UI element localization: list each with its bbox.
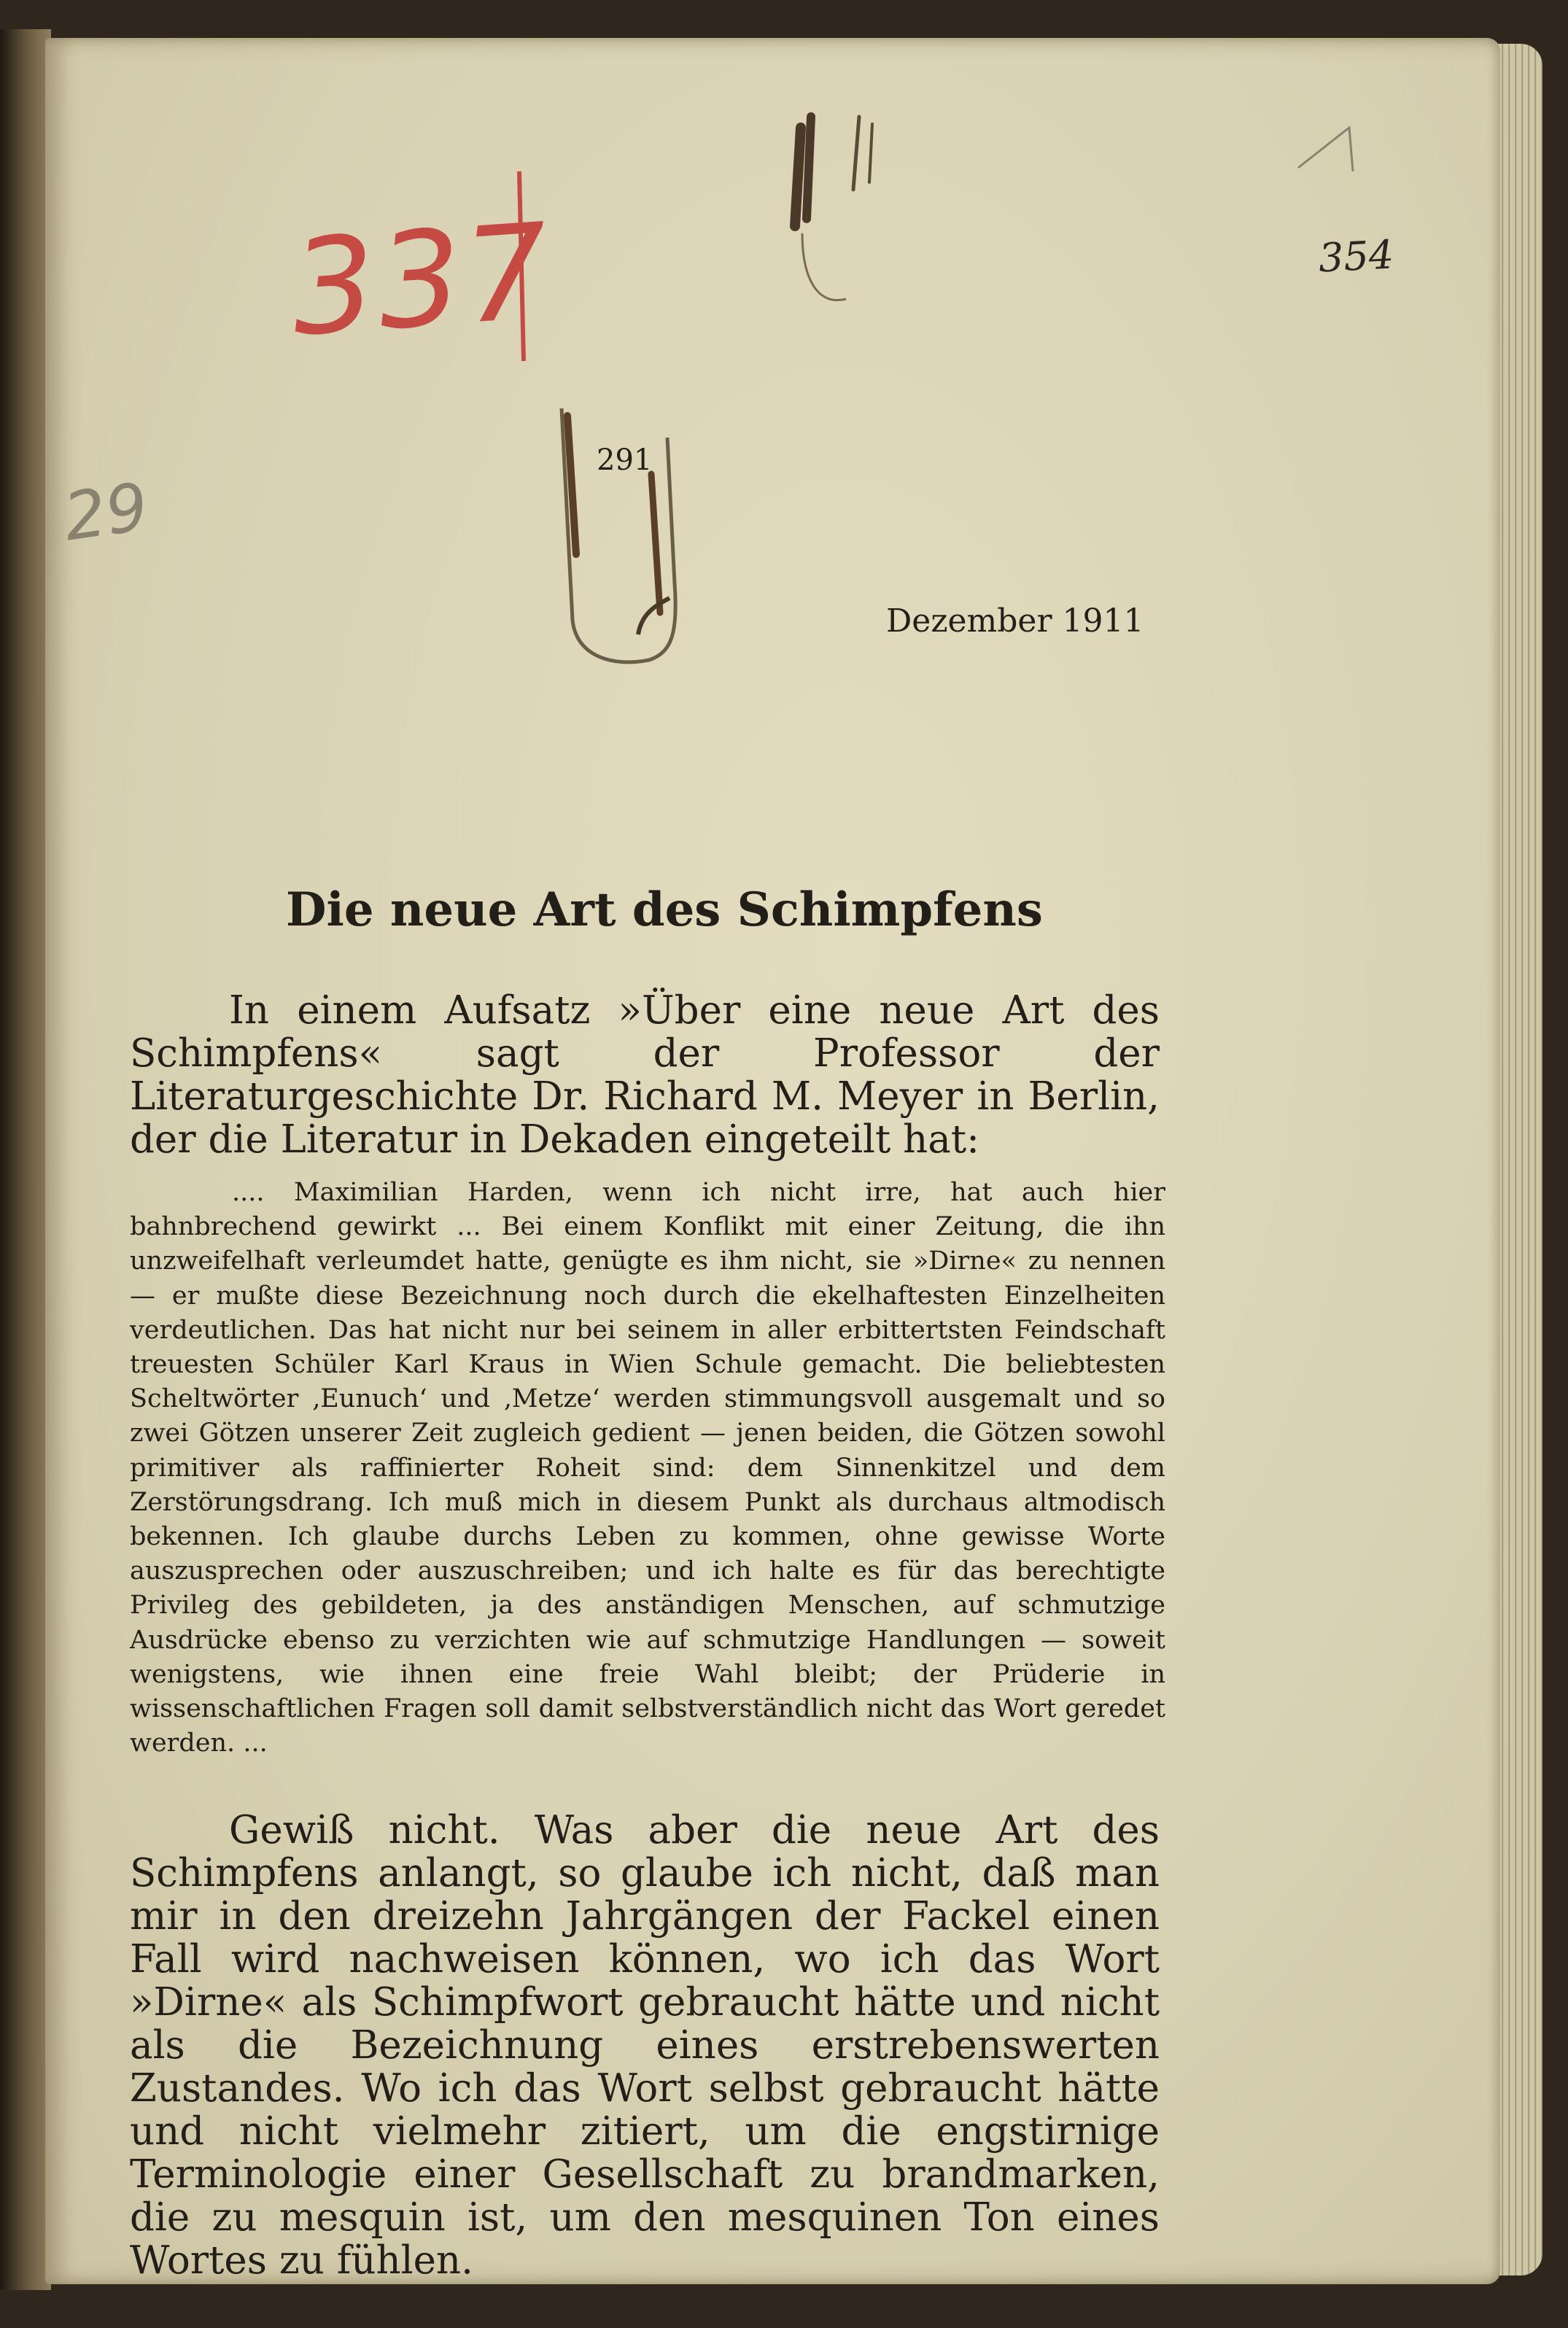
response-paragraph	[130, 1809, 1160, 2282]
issue-date: Dezember 1911	[886, 602, 1144, 640]
handwritten-page-number: 354	[1317, 231, 1395, 282]
quote-text: .... Maximilian Harden, wenn ich nicht irre, hat auch hier bahnbrechend gewirkt ... Bei einem Konflikt mit einer Zeitung, die ihn unzweifelhaft verleumdet hatte, genügte es ihm nicht, sie »Dirne« zu nennen — er mußte diese Bezeichnung noch durch die ekelhaftesten Einzelheiten verdeutlichen. Das hat nicht nur bei seinem in aller erbittertsten Feindschaft treuesten Schüler Karl Kraus in Wien Schule gemacht. Die beliebtesten Scheltwörter ‚Eunuch‘ und ‚Metze‘ werden stimmungsvoll ausgemalt und so zwei Götzen unserer Zeit zugleich gedient — jenen beiden, die Götzen sowohl primitiver als raffinierter Roheit sind: dem Sinnenkitzel und dem Zerstörungsdrang. Ich muß mich in diesem Punkt als durchaus altmodisch bekennen. Ich glaube durchs Leben zu kommen, ohne gewisse Worte auszusprechen oder auszuschreiben; und ich halte es für das berechtigte Privileg des gebildeten, ja des anständigen Menschen, auf schmutzige Ausdrücke ebenso zu verzichten wie auf schmutzige Handlungen — soweit wenigstens, wie ihnen eine freie Wahl bleibt; der Prüderie in wissenschaftlichen Fragen soll damit selbstverständlich nicht das Wort geredet werden. ...	[130, 1178, 1165, 1758]
issue-number: 291	[597, 443, 653, 477]
adjacent-page-edge	[0, 29, 51, 2290]
handwritten-margin-number: 29	[59, 468, 153, 556]
response-text: Gewiß nicht. Was aber die neue Art des Schimpfens anlangt, so glaube ich nicht, daß man mir in den dreizehn Jahrgängen der Fackel einen Fall wird nachweisen können, wo ich das Wort »Dirne« als Schimpfwort gebraucht hätte und nicht als die Bezeichnung eines erstrebenswerten Zustandes. Wo ich das Wort selbst gebraucht hätte und nicht vielmehr zitiert, um die engstirnige Terminologie einer Gesellschaft zu brandmarken, die zu mesquin ist, um den mesquinen Ton eines Wortes zu fühlen.	[130, 1808, 1160, 2283]
intro-text: In einem Aufsatz »Über eine neue Art des Schimpfens« sagt der Professor der Literaturgeschichte Dr. Richard M. Meyer in Berlin, der die Literatur in Dekaden eingeteilt hat:	[130, 988, 1160, 1162]
intro-paragraph	[130, 989, 1160, 1161]
quoted-passage	[130, 1176, 1165, 1761]
article-title: Die neue Art des Schimpfens	[286, 882, 1043, 937]
handwritten-red-number: 337	[287, 195, 556, 366]
